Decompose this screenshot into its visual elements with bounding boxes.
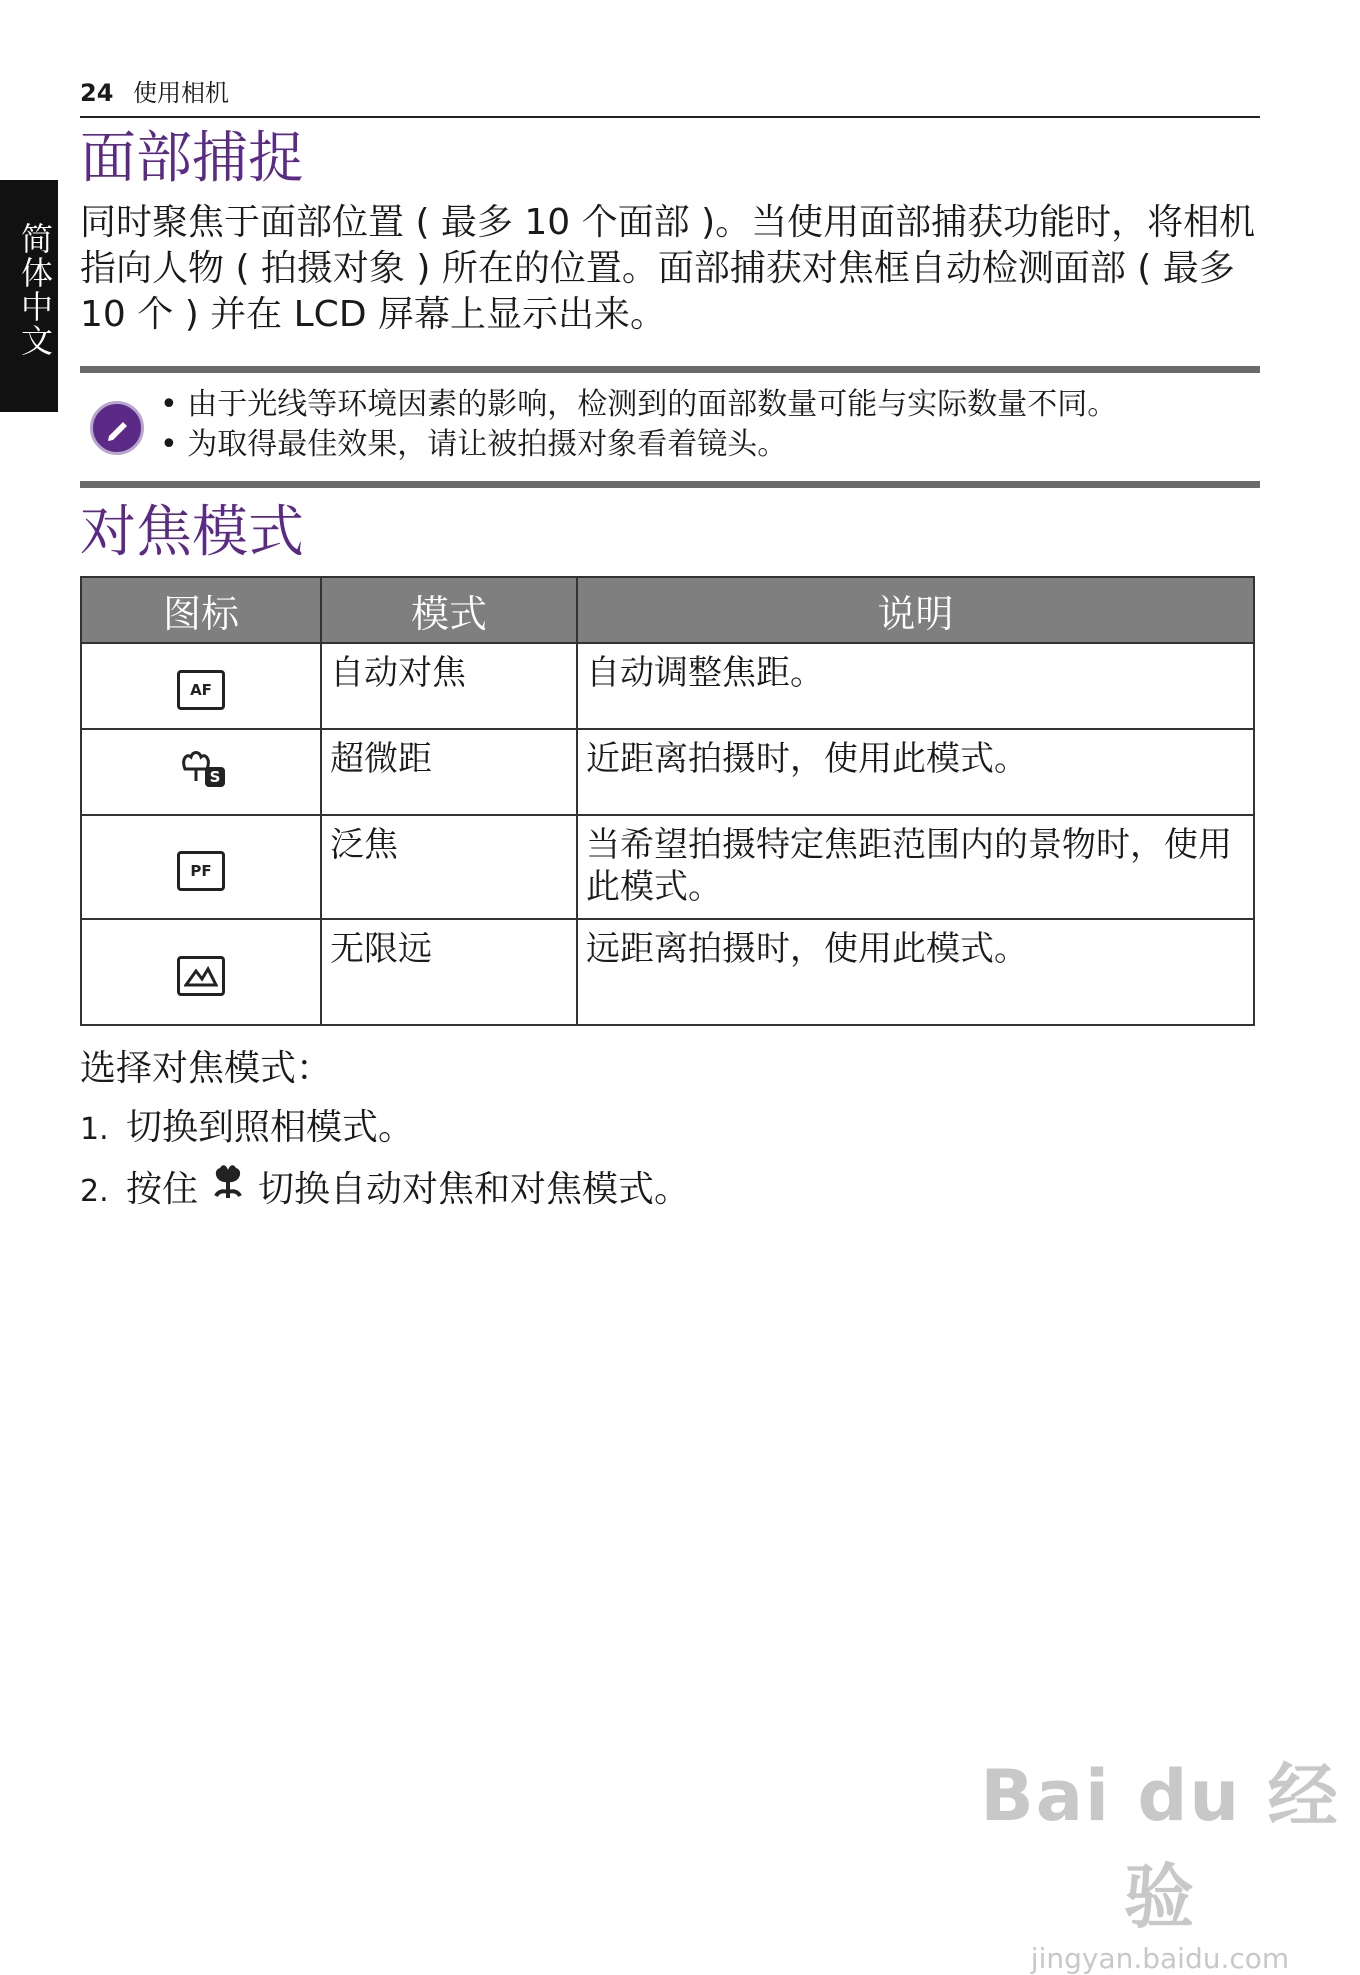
table-header-row bbox=[81, 577, 1254, 643]
icon-cell bbox=[81, 815, 321, 919]
step-text: 切换自动对焦和对焦模式。 bbox=[258, 1169, 691, 1210]
note-item: • 由于光线等环境因素的影响，检测到的面部数量可能与实际数量不同。 bbox=[160, 385, 1117, 425]
chapter-title: 使用相机 bbox=[133, 79, 230, 107]
note-box bbox=[80, 366, 1260, 488]
table-row bbox=[81, 643, 1254, 729]
description-cell: 远距离拍摄时，使用此模式。 bbox=[577, 919, 1254, 1025]
icon-cell bbox=[81, 729, 321, 815]
macro-flower-icon bbox=[208, 1161, 248, 1221]
icon-cell bbox=[81, 919, 321, 1025]
watermark-logo: Bai du 经验 bbox=[980, 1755, 1340, 1938]
steps-lead: 选择对焦模式： bbox=[80, 1048, 333, 1089]
description-cell: 当希望拍摄特定焦距范围内的景物时，使用此模式。 bbox=[577, 815, 1254, 919]
mode-cell: 超微距 bbox=[321, 729, 577, 815]
pencil-note-icon bbox=[90, 401, 144, 455]
steps-list bbox=[80, 1098, 1260, 1222]
step-item bbox=[80, 1160, 1260, 1222]
language-side-tab bbox=[0, 180, 58, 412]
icon-cell bbox=[81, 643, 321, 729]
face-section-paragraph: 同时聚焦于面部位置 ( 最多 10 个面部 )。当使用面部捕获功能时，将相机指向人物 ( 拍摄对象 ) 所在的位置。面部捕获对焦框自动检测面部 ( 最多 10 个 ) 并在 LCD 屏幕上显示出来。 bbox=[80, 202, 1256, 335]
note-item: • 为取得最佳效果，请让被拍摄对象看着镜头。 bbox=[160, 425, 1117, 465]
column-header-mode: 模式 bbox=[321, 577, 577, 643]
column-header-icon: 图标 bbox=[81, 577, 321, 643]
note-list bbox=[160, 385, 1117, 465]
step-number: 2. bbox=[80, 1174, 109, 1209]
focus-mode-table bbox=[80, 576, 1255, 1026]
baidu-watermark bbox=[960, 1740, 1360, 1975]
watermark-url: jingyan.baidu.com bbox=[1030, 1942, 1290, 1975]
table-row bbox=[81, 815, 1254, 919]
mode-cell: 自动对焦 bbox=[321, 643, 577, 729]
mode-cell: 泛焦 bbox=[321, 815, 577, 919]
page-number: 24 bbox=[80, 79, 114, 107]
column-header-description: 说明 bbox=[577, 577, 1254, 643]
face-section-title: 面部捕捉 bbox=[80, 126, 304, 191]
pan-focus-icon: PF bbox=[177, 851, 225, 891]
super-macro-label: S bbox=[205, 767, 225, 787]
step-item bbox=[80, 1098, 1260, 1160]
infinity-mountain-icon bbox=[177, 956, 225, 996]
page-header bbox=[80, 78, 1260, 118]
step-text: 切换到照相模式。 bbox=[126, 1107, 415, 1148]
super-macro-icon bbox=[177, 747, 225, 787]
focus-section-title: 对焦模式 bbox=[80, 500, 304, 565]
steps-section bbox=[80, 1044, 1260, 1222]
auto-focus-icon: AF bbox=[177, 670, 225, 710]
language-label: 简体中文 bbox=[16, 222, 54, 358]
table-row bbox=[81, 729, 1254, 815]
description-cell: 近距离拍摄时，使用此模式。 bbox=[577, 729, 1254, 815]
description-cell: 自动调整焦距。 bbox=[577, 643, 1254, 729]
step-number: 1. bbox=[80, 1112, 109, 1147]
step-text: 按住 bbox=[126, 1169, 199, 1210]
mode-cell: 无限远 bbox=[321, 919, 577, 1025]
table-row bbox=[81, 919, 1254, 1025]
